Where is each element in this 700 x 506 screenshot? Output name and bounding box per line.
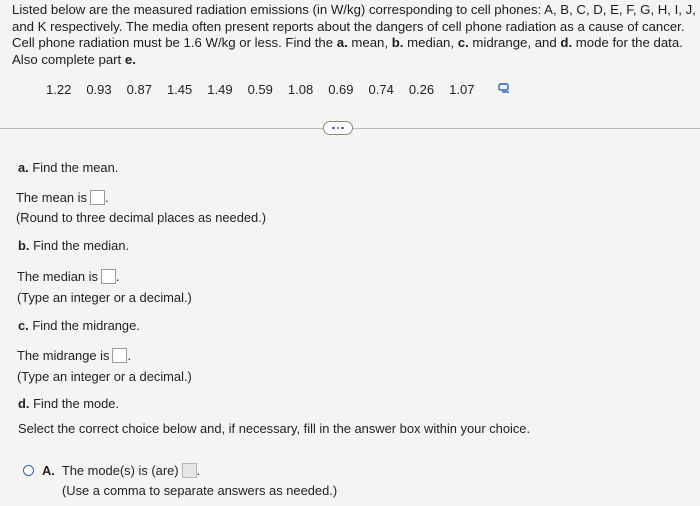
part-a-heading: a. Find the mean. <box>18 160 119 175</box>
problem-statement: Listed below are the measured radiation emissions (in W/kg) corresponding to cell phones: A, B, C, D, E, F, G, H, I, J, and K respectively. The media often present reports about the dangers of cell phone radiation as a cause of cancer. Cell phone radiation must be 1.6 W/kg or less. Find the a. mean, b. median, c. midrange, and d. mode for the data. Also complete part e. <box>12 2 696 67</box>
mean-answer-box[interactable] <box>90 190 105 205</box>
choice-a-radio[interactable] <box>23 465 34 476</box>
median-answer-box[interactable] <box>101 269 116 284</box>
data-value: 0.26 <box>408 82 435 97</box>
more-ellipsis-button[interactable] <box>323 121 353 135</box>
mode-answer-box[interactable] <box>182 463 197 478</box>
part-b-heading: b. Find the median. <box>18 238 130 253</box>
part-c-ref: c. <box>457 35 469 51</box>
midrange-answer-line: The midrange is . <box>17 348 132 363</box>
part-d-heading: d. Find the mode. <box>18 396 120 411</box>
choice-a-note: (Use a comma to separate answers as needed.) <box>62 483 338 498</box>
choice-a-line: A. The mode(s) is (are) . <box>42 463 201 478</box>
mean-answer-line: The mean is . <box>16 190 109 205</box>
part-d-instruction: Select the correct choice below and, if necessary, fill in the answer box within your choice. <box>18 421 531 436</box>
part-b-ref: b. <box>391 35 404 51</box>
copy-icon[interactable] <box>498 83 510 93</box>
part-c-heading: c. Find the midrange. <box>18 318 140 333</box>
data-value: 0.87 <box>126 82 152 97</box>
data-value: 0.74 <box>368 82 394 97</box>
data-value: 1.45 <box>166 82 193 97</box>
data-value: 1.07 <box>449 82 475 97</box>
part-d-ref: d. <box>560 35 573 51</box>
data-value: 1.49 <box>207 82 233 97</box>
data-values <box>46 82 489 97</box>
data-value: 1.22 <box>46 82 72 97</box>
part-b-note: (Type an integer or a decimal.) <box>17 290 192 305</box>
choice-a-letter: A. <box>42 463 55 478</box>
data-value: 0.59 <box>247 82 273 97</box>
median-answer-line: The median is . <box>17 269 120 284</box>
data-value: 0.69 <box>328 82 354 97</box>
more-ellipsis-icon <box>332 127 335 130</box>
data-value: 0.93 <box>86 82 112 97</box>
midrange-answer-box[interactable] <box>112 348 127 363</box>
data-value: 1.08 <box>287 82 314 97</box>
part-e-ref: e. <box>124 51 136 67</box>
part-c-note: (Type an integer or a decimal.) <box>17 369 192 384</box>
part-a-note: (Round to three decimal places as needed.) <box>16 210 267 225</box>
problem-intro: Listed below are the measured radiation emissions (in W/kg) corresponding to cell phones: A, B, C, D, E, F, G, H, I, J, and K respectively. The media often present reports about the dangers of cell phone radiation as a cause of cancer. Cell phone radiation must be 1.6 W/kg or less. Find the <box>12 2 696 51</box>
part-a-ref: a. <box>336 35 348 51</box>
